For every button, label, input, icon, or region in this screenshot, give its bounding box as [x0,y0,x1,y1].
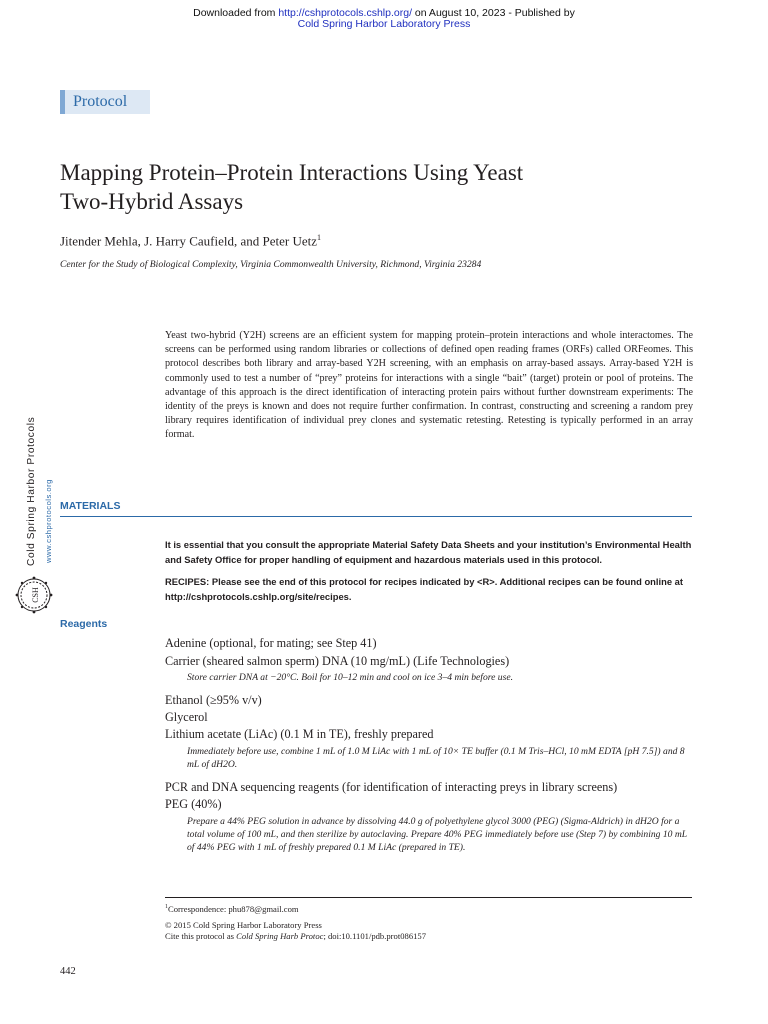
reagent-peg: PEG (40%) [165,797,222,811]
affiliation: Center for the Study of Biological Complexity, Virginia Commonwealth University, Richmond, Virginia 23284 [60,259,482,270]
cite-suffix: ; doi:10.1101/pdb.prot086157 [323,931,427,941]
title-line-1: Mapping Protein–Protein Interactions Using Yeast [60,160,524,185]
correspondence-mark: 1 [165,904,168,910]
materials-heading: MATERIALS [60,500,121,512]
cite-prefix: Cite this protocol as [165,931,237,941]
download-header [0,8,768,30]
footnote-divider [165,897,692,898]
safety-note: It is essential that you consult the appropriate Material Safety Data Sheets and your institution’s Environmental Health and Safety Office for proper handling of equipment and hazardous materials used in this protocol. [165,539,692,565]
reagent-adenine: Adenine (optional, for mating; see Step 41) [165,636,377,650]
csh-protocols-logo [14,575,54,615]
reagent-note-peg: Prepare a 44% PEG solution in advance by dissolving 44.0 g of polyethylene glycol 3000 (PEG) (Sigma-Aldrich) in dH2O for a total volume of 100 mL, and then sterilize by autoclaving. Prepare 40% PEG immediately before use (Step 7) by combining 10 mL of 44% PEG with 1 mL of freshly prepared 0.1 M LiAc (prepared in TE). [187,816,687,853]
publisher-link[interactable]: Cold Spring Harbor Laboratory Press [297,18,471,30]
reagent-pcr-sequencing: PCR and DNA sequencing reagents (for identification of interacting preys in library screens) [165,780,618,794]
reagents-heading: Reagents [60,618,108,630]
author-names: Jitender Mehla, J. Harry Caufield, and Peter Uetz [60,233,318,249]
title-line-2: Two-Hybrid Assays [60,189,244,214]
reagent-note-lithium-acetate: Immediately before use, combine 1 mL of 1.0 M LiAc with 1 mL of 10× TE buffer (0.1 M Tris–HCl, 10 mM EDTA [pH 7.5]) and 8 mL of dH2O. [187,746,685,770]
correspondence-text: Correspondence: phu878@gmail.com [168,903,299,914]
download-prefix: Downloaded from [193,7,279,19]
author-footnote-mark: 1 [317,233,322,242]
page-title [60,158,680,216]
reagent-ethanol: Ethanol (≥95% v/v) [165,693,262,707]
correspondence-footnote [165,902,299,915]
reagent-lithium-acetate: Lithium acetate (LiAc) (0.1 M in TE), freshly prepared [165,727,434,741]
authors [60,233,321,249]
page-number: 442 [60,966,76,977]
cite-journal: Cold Spring Harb Protoc [236,931,324,941]
reagent-glycerol: Glycerol [165,710,208,724]
sidebar-journal-text [20,408,56,568]
logo-lettering: CSH [31,587,40,603]
download-url-link[interactable]: http://cshprotocols.cshlp.org/ [278,7,412,19]
recipes-note: RECIPES: Please see the end of this protocol for recipes indicated by <R>. Additional recipes can be found online at http://cshprotocols.cshlp.org/site/recipes. [165,576,683,602]
abstract: Yeast two-hybrid (Y2H) screens are an efficient system for mapping protein–protein interactions and whole interactomes. The screens can be performed using random libraries or collections of defined open reading frames (ORFs) called ORFeomes. This protocol describes both library and array-based Y2H screening, with an emphasis on array-based assays. Array-based Y2H is commonly used to test a number of “prey” proteins for interactions with a single “bait” (target) protein or pool of proteins. The advantage of this approach is the direct identification of interacting protein pairs without further downstream experiments: The identity of the preys is known and does not require further confirmation. In contrast, constructing and screening a random prey library requires identification of individual prey clones and systematic retesting. Retesting is typically performed in an array format. [165,330,693,441]
sidebar-url[interactable]: www.cshprotocols.org [44,479,53,563]
materials-divider [60,516,692,517]
download-middle: on August 10, 2023 - Published by [412,7,575,19]
sidebar-journal-name: Cold Spring Harbor Protocols [26,416,37,566]
citation-footnote [165,931,426,942]
reagent-note-carrier-dna: Store carrier DNA at −20°C. Boil for 10–12 min and cool on ice 3–4 min before use. [187,672,513,683]
protocol-badge-label: Protocol [73,93,128,110]
copyright-footnote: © 2015 Cold Spring Harbor Laboratory Press [165,920,322,930]
protocol-badge [60,90,150,114]
reagent-carrier-dna: Carrier (sheared salmon sperm) DNA (10 mg/mL) (Life Technologies) [165,654,510,668]
